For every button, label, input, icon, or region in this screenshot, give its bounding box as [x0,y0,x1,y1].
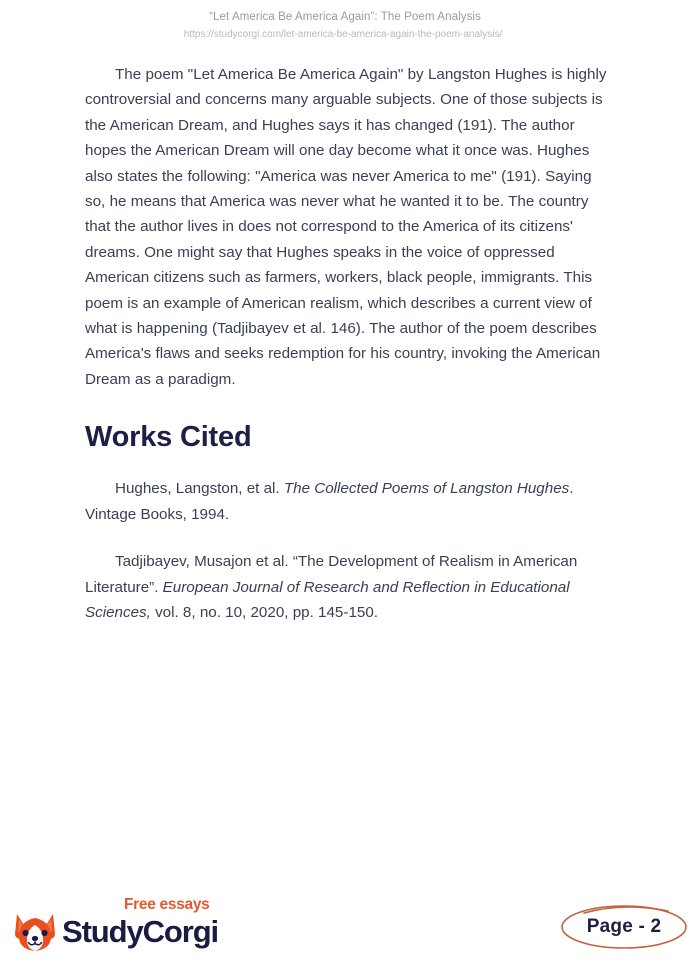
citation-entry [85,549,613,625]
citation-author-text: Hughes, Langston, et al. [115,480,284,498]
citation-volume-text: vol. 8, no. 10, 2020, pp. 145-150. [150,603,378,621]
logo-brand-name: StudyCorgi [62,914,219,949]
page-number-badge [558,899,690,951]
logo-tagline: Free essays [124,896,210,913]
citation-author-text: Tadjibayev, Musajon et al. “The Development of Realism in American Literature”. [85,553,578,596]
works-cited-heading: Works Cited [85,421,252,454]
citation-publisher-text: . Vintage Books, 1994. [85,480,574,523]
citation-entry [85,476,613,527]
citation-title-italic: The Collected Poems of Langston Hughes [283,480,570,498]
document-content [85,62,613,625]
corgi-face-icon [12,908,58,954]
body-paragraph: The poem "Let America Be America Again" by Langston Hughes is highly controversial and concerns many arguable subjects. One of those subjects is the American Dream, and Hughes says it has changed (191). The author hopes the American Dream will one day become what it once was. Hughes also states the following: "America was never America to me" (191). Saying so, he means that America was never what he wanted it to be. The country that the author lives in does not correspond to the America of its citizens' dreams. One might say that Hughes speaks in the voice of oppressed American citizens such as farmers, workers, black people, immigrants. This poem is an example of American realism, which describes a current view of what is happening (Tadjibayev et al. 146). The author of the poem describes America's flaws and seeks redemption for his country, invoking the American Dream as a paradigm. [85,66,607,388]
logo-text-block [62,896,242,949]
studycorgi-logo[interactable] [10,894,240,956]
document-title: “Let America Be America Again”: The Poem Analysis [209,11,481,23]
document-header [0,9,698,42]
page-number-label: Page - 2 [586,916,662,937]
citation-journal-italic: European Journal of Research and Reflection in Educational Sciences, [85,578,570,621]
document-source-url: https://studycorgi.com/let-america-be-america-again-the-poem-analysis/ [183,29,503,40]
